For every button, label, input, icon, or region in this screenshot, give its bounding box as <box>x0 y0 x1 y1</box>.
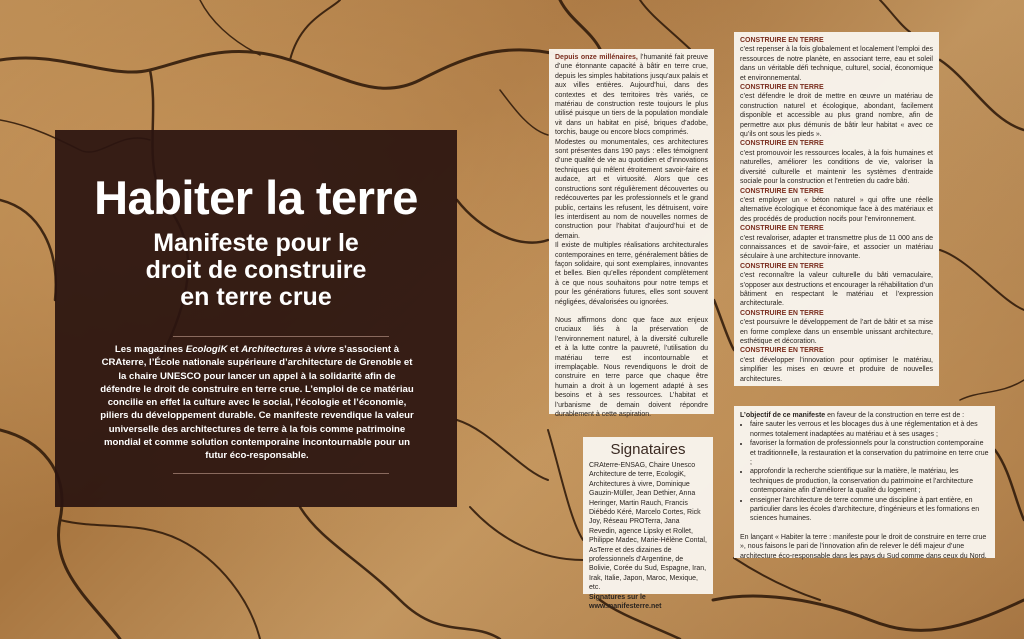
section-heading: CONSTRUIRE EN TERRE <box>740 37 824 44</box>
objectives-intro: L’objectif de ce manifeste en faveur de la construction en terre est de : <box>740 412 965 419</box>
divider <box>173 336 389 337</box>
closing-paragraph: En lançant « Habiter la terre : manifeste pour le droit de construire en terre crue », nous faisons le pari de l’innovation afin de relever le défi majeur d’une architecture éco-responsable dans les pays du Sud comme dans ceux du Nord. <box>740 533 987 560</box>
signataires-title: Signataires <box>610 441 686 458</box>
section-text: c’est repenser à la fois globalement et localement l’emploi des ressources de notre planète, en associant terre, eau et soleil dans un véritable défi technique, culturel, social, économique et environnemental. <box>740 46 933 82</box>
hero-title-block <box>55 130 457 507</box>
list-item: • favoriser la formation de professionnels pour la construction contemporaine et traditionnelle, la restauration et la conservation du patrimoine en terre crue ; <box>750 439 989 467</box>
manifesto-column-1 <box>549 49 714 419</box>
page-title: Habiter la terre <box>94 171 418 224</box>
paragraph: Il existe de multiples réalisations architecturales contemporaines en terre, généralement bâties de façon solidaire, qui sont exemplaires, innovantes et belles. Bien qu’elles répondent complètement à ce que nous souhaitons pour notre temps et pour les générations futures, elles sont souvent négligées, dévalorisées ou ignorées. <box>555 242 708 306</box>
subtitle-line: en terre crue <box>180 283 332 311</box>
divider <box>173 473 389 474</box>
section-heading: CONSTRUIRE EN TERRE <box>740 347 824 355</box>
signatures-link[interactable]: Signatures sur le www.manifesterre.net <box>589 593 662 611</box>
section-heading: CONSTRUIRE EN TERRE <box>740 84 824 92</box>
paragraph: Nous affirmons donc que face aux enjeux cruciaux liés à la préservation de l’environnement naturel, à la diversité culturelle et à la lutte contre la pauvreté, l’utilisation du matériau terre est incontournable et irremplaçable. Nous revendiquons le droit de construire en terre parce que chaque être humain a droit à un logement adapté à ses besoins et à ses ressources. L’habitat et l’urbanisme de demain doivent répondre durablement à cette aspiration. <box>555 316 708 419</box>
section-heading: CONSTRUIRE EN TERRE <box>740 225 824 233</box>
page-subtitle <box>55 230 457 311</box>
objectives-box <box>734 406 995 558</box>
list-item: • enseigner l’architecture de terre comme une discipline à part entière, en particulier dans les écoles d’architecture, d’ingénieurs et les formations en sciences humaines. <box>750 496 989 524</box>
section-text: c’est reconnaître la valeur culturelle du bâti vernaculaire, s’opposer aux destructions et encourager la réhabilitation d’un bâtiment en respectant le matériau et l’expression architecturale. <box>740 272 933 308</box>
list-item: • approfondir la recherche scientifique sur la matière, le matériau, les techniques de production, la conservation du patrimoine et l’architecture contemporaine afin d’améliorer la qualité du logement ; <box>750 467 989 495</box>
section-heading: CONSTRUIRE EN TERRE <box>740 140 824 148</box>
section-text: c’est employer un « béton naturel » qui offre une réelle alternative écologique et économique face à des matériaux et des procédés de production nocifs pour l’environnement. <box>740 196 933 223</box>
section-text: c’est développer l’innovation pour optimiser le matériau, simplifier les mises en œuvre et produire de nouvelles architectures. <box>740 356 933 383</box>
section-heading: CONSTRUIRE EN TERRE <box>740 187 824 195</box>
subtitle-line: droit de construire <box>145 256 367 284</box>
section-text: c’est poursuivre le développement de l’art de bâtir et sa mise en forme complexe dans un ensemble unissant architecture, esthétique et décoration. <box>740 319 933 345</box>
section-text: c’est promouvoir les ressources locales, à la fois humaines et naturelles, améliorer les conditions de vie, valoriser la diversité culturelle et maintenir les systèmes d’entraide sociale pour la construction et l’entretien du cadre bâti. <box>740 149 933 186</box>
construire-en-terre-column <box>734 32 939 386</box>
subtitle-line: Manifeste pour le <box>153 229 359 257</box>
section-text: c’est revaloriser, adapter et transmettre plus de 11 000 ans de connaissances et de savoir-faire, et associer un matériau séculaire à une architecture innovante. <box>740 234 933 261</box>
lead-text: Depuis onze millénaires, <box>555 54 638 61</box>
section-text: c’est défendre le droit de mettre en œuvre un matériau de construction naturel et écologique, abondant, facilement disponible et accessible au plus grand nombre, afin de permettre aux plus démunis de bâtir leur habitat « avec ce qu’ils ont sous les pieds ». <box>740 93 933 139</box>
list-item: • faire sauter les verrous et les blocages dus à une réglementation et à des normes totalement inadaptées au matériau et à ses usages ; <box>750 420 989 439</box>
paragraph: Modestes ou monumentales, ces architectures sont présentes dans 190 pays : elles témoignent d’une qualité de vie au quotidien et d’innovations techniques qui mêlent étroitement savoir-faire et audace, art et virtuosité. Alors que ces constructions sont régulièrement découvertes ou redécouvertes par les professionnels et le grand public, certains les refusent, les détruisent, voire les interdisent au nom de nouvelles normes de construction pour l’habitat d’aujourd’hui et de demain. <box>555 138 708 240</box>
section-heading: CONSTRUIRE EN TERRE <box>740 262 824 270</box>
section-heading: CONSTRUIRE EN TERRE <box>740 309 824 317</box>
signataires-list: CRAterre-ENSAG, Chaire Unesco Architecture de terre, EcologiK, Architectures à vivre, Dominique Gauzin-Müller, Jean Dethier, Anna Heringer, Martin Rauch, Francis Diébédo Kéré, Marcelo Cortes, Rick Joy, Réseau PROTerra, Jana Revedin, agence Lipsky et Rollet, Philippe Madec, Marie-Hélène Contal, AsTerre et des dizaines de professionnels d’Argentine, de Bolivie, Corée du Sud, Espagne, Iran, Irak, Italie, Japon, Maroc, Mexique, etc. <box>589 462 707 592</box>
signataires-box <box>583 437 713 611</box>
objectives-list <box>740 420 989 523</box>
paragraph: Depuis onze millénaires, l’humanité fait preuve d’une étonnante capacité à bâtir en terre crue, depuis les simples habitations jusqu’aux palais et aux villes entières. Aujourd’hui, dans des contextes et des territoires très variés, ce matériau de construction reste toujours le plus utilisé puisque un tiers de la population mondiale vit dans un habitat en pisé, briques d’adobe, torchis, bauge ou encore blocs comprimés. <box>555 54 708 137</box>
intro-paragraph: Les magazines EcologiK et Architectures à vivre s’associent à CRAterre, l’École nationale supérieure d’architecture de Grenoble et la chaire UNESCO pour lancer un appel à la solidarité afin de défendre le droit de construire en terre crue. L’emploi de ce matériau concilie en effet la culture avec le social, l’écologie et l’économie, piliers du développement durable. Ce manifeste revendique la valeur universelle des architectures de terre à la fois comme patrimoine mondial et comme solution contemporaine incontournable pour un futur éco-responsable. <box>100 344 414 462</box>
